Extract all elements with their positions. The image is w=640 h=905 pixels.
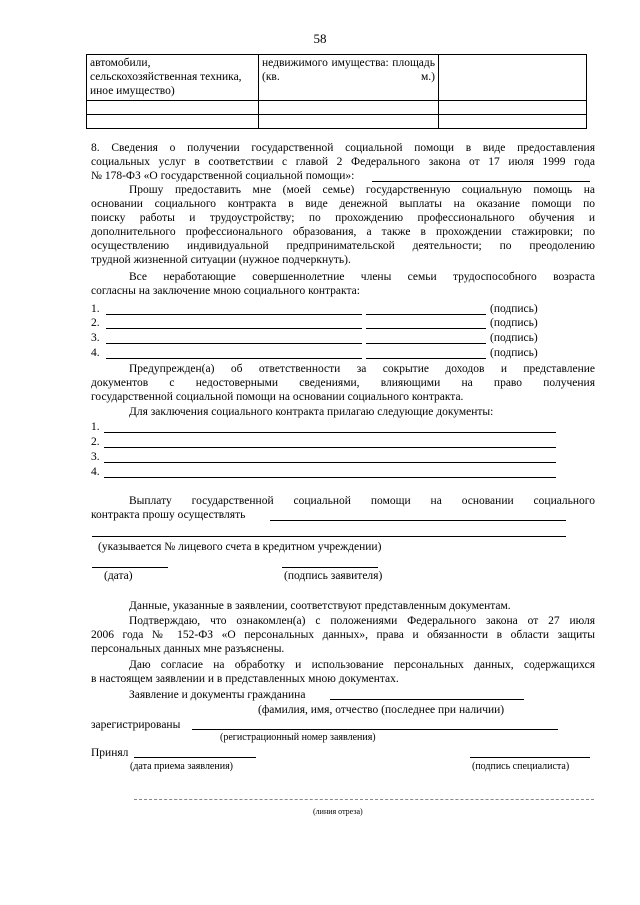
social-help-field[interactable]	[372, 181, 590, 182]
signature-label: (подпись)	[490, 317, 538, 329]
section-8-line: № 178-ФЗ «О государственной социальной помощи»:	[91, 170, 355, 182]
reg-number-hint: (регистрационный номер заявления)	[220, 732, 376, 743]
data-statement: Данные, указанные в заявлении, соответствуют представленным документам.	[129, 600, 511, 612]
table-cell[interactable]	[439, 115, 587, 129]
registered-label: зарегистрированы	[91, 719, 181, 731]
table-cell[interactable]	[439, 101, 587, 115]
signature-label: (подпись)	[490, 347, 538, 359]
document-field[interactable]	[104, 432, 556, 433]
accepted-label: Принял	[91, 747, 129, 759]
citizen-name-field[interactable]	[330, 699, 524, 700]
member-name-field[interactable]	[106, 328, 362, 329]
paragraph-line: Прошу предоставить мне (моей семье) государственную социальную помощь на	[129, 184, 595, 196]
table-cell	[439, 55, 587, 101]
registration-number-field[interactable]	[192, 729, 558, 730]
member-name-field[interactable]	[106, 358, 362, 359]
cut-line-label: (линия отреза)	[313, 807, 363, 816]
warning-paragraph	[91, 362, 595, 404]
account-hint: (указывается № лицевого счета в кредитном учреждении)	[98, 541, 382, 553]
consent-paragraph	[91, 658, 595, 686]
account-number-field[interactable]	[92, 536, 566, 537]
paragraph-line: документов с недостоверными сведениями, влияющими на право получения	[91, 377, 595, 389]
citizen-label: Заявление и документы гражданина	[129, 689, 306, 701]
document-number: 2.	[91, 436, 100, 448]
paragraph-line: Подтверждаю, что ознакомлен(а) с положениями Федерального закона от 27 июля	[129, 615, 595, 627]
table-cell[interactable]	[87, 101, 259, 115]
cut-line	[134, 799, 594, 800]
paragraph-line: основании социального контракта в виде денежной выплаты на оказание помощи по	[91, 198, 595, 210]
document-number: 3.	[91, 451, 100, 463]
paragraph-line: Предупрежден(а) об ответственности за сокрытие доходов и представление	[129, 363, 595, 375]
accept-date-field[interactable]	[134, 757, 256, 758]
paragraph-line: трудной жизненной ситуации (нужное подчеркнуть).	[91, 254, 351, 266]
member-number: 4.	[91, 347, 100, 359]
section-8-line: 8. Сведения о получении государственной социальной помощи в виде предоставления	[91, 142, 595, 154]
paragraph-line: государственной социальной помощи на основании социального контракта.	[91, 391, 464, 403]
member-signature-field[interactable]	[366, 358, 486, 359]
paragraph-line: согласны на заключение мною социального контракта:	[91, 285, 360, 297]
page-number: 58	[313, 31, 327, 46]
paragraph-line: дополнительного профессионального образования, а также в прохождении стажировки; по	[91, 226, 595, 238]
paragraph-line: поиску работы и трудоустройству; по прохождению профессионального обучения и	[91, 212, 595, 224]
member-signature-field[interactable]	[366, 343, 486, 344]
familiarized-paragraph	[91, 614, 595, 656]
paragraph-line: в настоящем заявлении и в представленных мною документах.	[91, 673, 399, 685]
table-cell: недвижимого имущества: площадь (кв. м.)	[259, 55, 439, 101]
table-cell[interactable]	[259, 115, 439, 129]
specialist-sign-hint: (подпись специалиста)	[472, 761, 570, 772]
section-8	[91, 141, 595, 183]
request-paragraph	[91, 183, 595, 267]
document-field[interactable]	[104, 447, 556, 448]
specialist-signature-field[interactable]	[470, 757, 590, 758]
applicant-signature-field[interactable]	[282, 567, 378, 568]
paragraph-line: 2006 года № 152-ФЗ «О персональных данных», права и обязанности в области защиты	[91, 629, 595, 641]
table-row	[87, 55, 587, 101]
paragraph-line: Даю согласие на обработку и использование персональных данных, содержащихся	[129, 659, 595, 671]
name-hint: (фамилия, имя, отчество (последнее при наличии)	[258, 704, 505, 716]
date-field[interactable]	[92, 567, 168, 568]
signature-label: (подпись заявителя)	[284, 570, 383, 582]
table-cell: автомобили, сельскохозяйственная техника, иное имущество)	[87, 55, 259, 101]
table-row	[87, 115, 587, 129]
document-field[interactable]	[104, 462, 556, 463]
accept-date-hint: (дата приема заявления)	[130, 761, 234, 772]
member-name-field[interactable]	[106, 314, 362, 315]
member-number: 2.	[91, 317, 100, 329]
member-number: 1.	[91, 303, 100, 315]
paragraph-line: Выплату государственной социальной помощи на основании социального	[129, 495, 595, 507]
paragraph-line: осуществлению индивидуальной предпринимательской деятельности; по преодолению	[91, 240, 595, 252]
property-table	[86, 54, 587, 129]
member-signature-field[interactable]	[366, 314, 486, 315]
signature-label: (подпись)	[490, 303, 538, 315]
document-number: 4.	[91, 466, 100, 478]
member-name-field[interactable]	[106, 343, 362, 344]
signature-label: (подпись)	[490, 332, 538, 344]
consent-members	[91, 270, 595, 298]
paragraph-line: персональных данных мне разъяснены.	[91, 643, 285, 655]
document-number: 1.	[91, 421, 100, 433]
document-field[interactable]	[104, 477, 556, 478]
date-label: (дата)	[104, 570, 133, 582]
table-row	[87, 101, 587, 115]
member-signature-field[interactable]	[366, 328, 486, 329]
section-8-line: социальных услуг в соответствии с главой 2 Федерального закона от 17 июля 1999 года	[91, 156, 595, 168]
payment-paragraph	[91, 494, 595, 522]
documents-intro: Для заключения социального контракта прилагаю следующие документы:	[129, 406, 494, 418]
member-number: 3.	[91, 332, 100, 344]
table-cell[interactable]	[259, 101, 439, 115]
table-cell[interactable]	[87, 115, 259, 129]
payment-method-field[interactable]	[270, 520, 566, 521]
paragraph-line: контракта прошу осуществлять	[91, 509, 246, 521]
paragraph-line: Все неработающие совершеннолетние члены семьи трудоспособного возраста	[129, 271, 595, 283]
